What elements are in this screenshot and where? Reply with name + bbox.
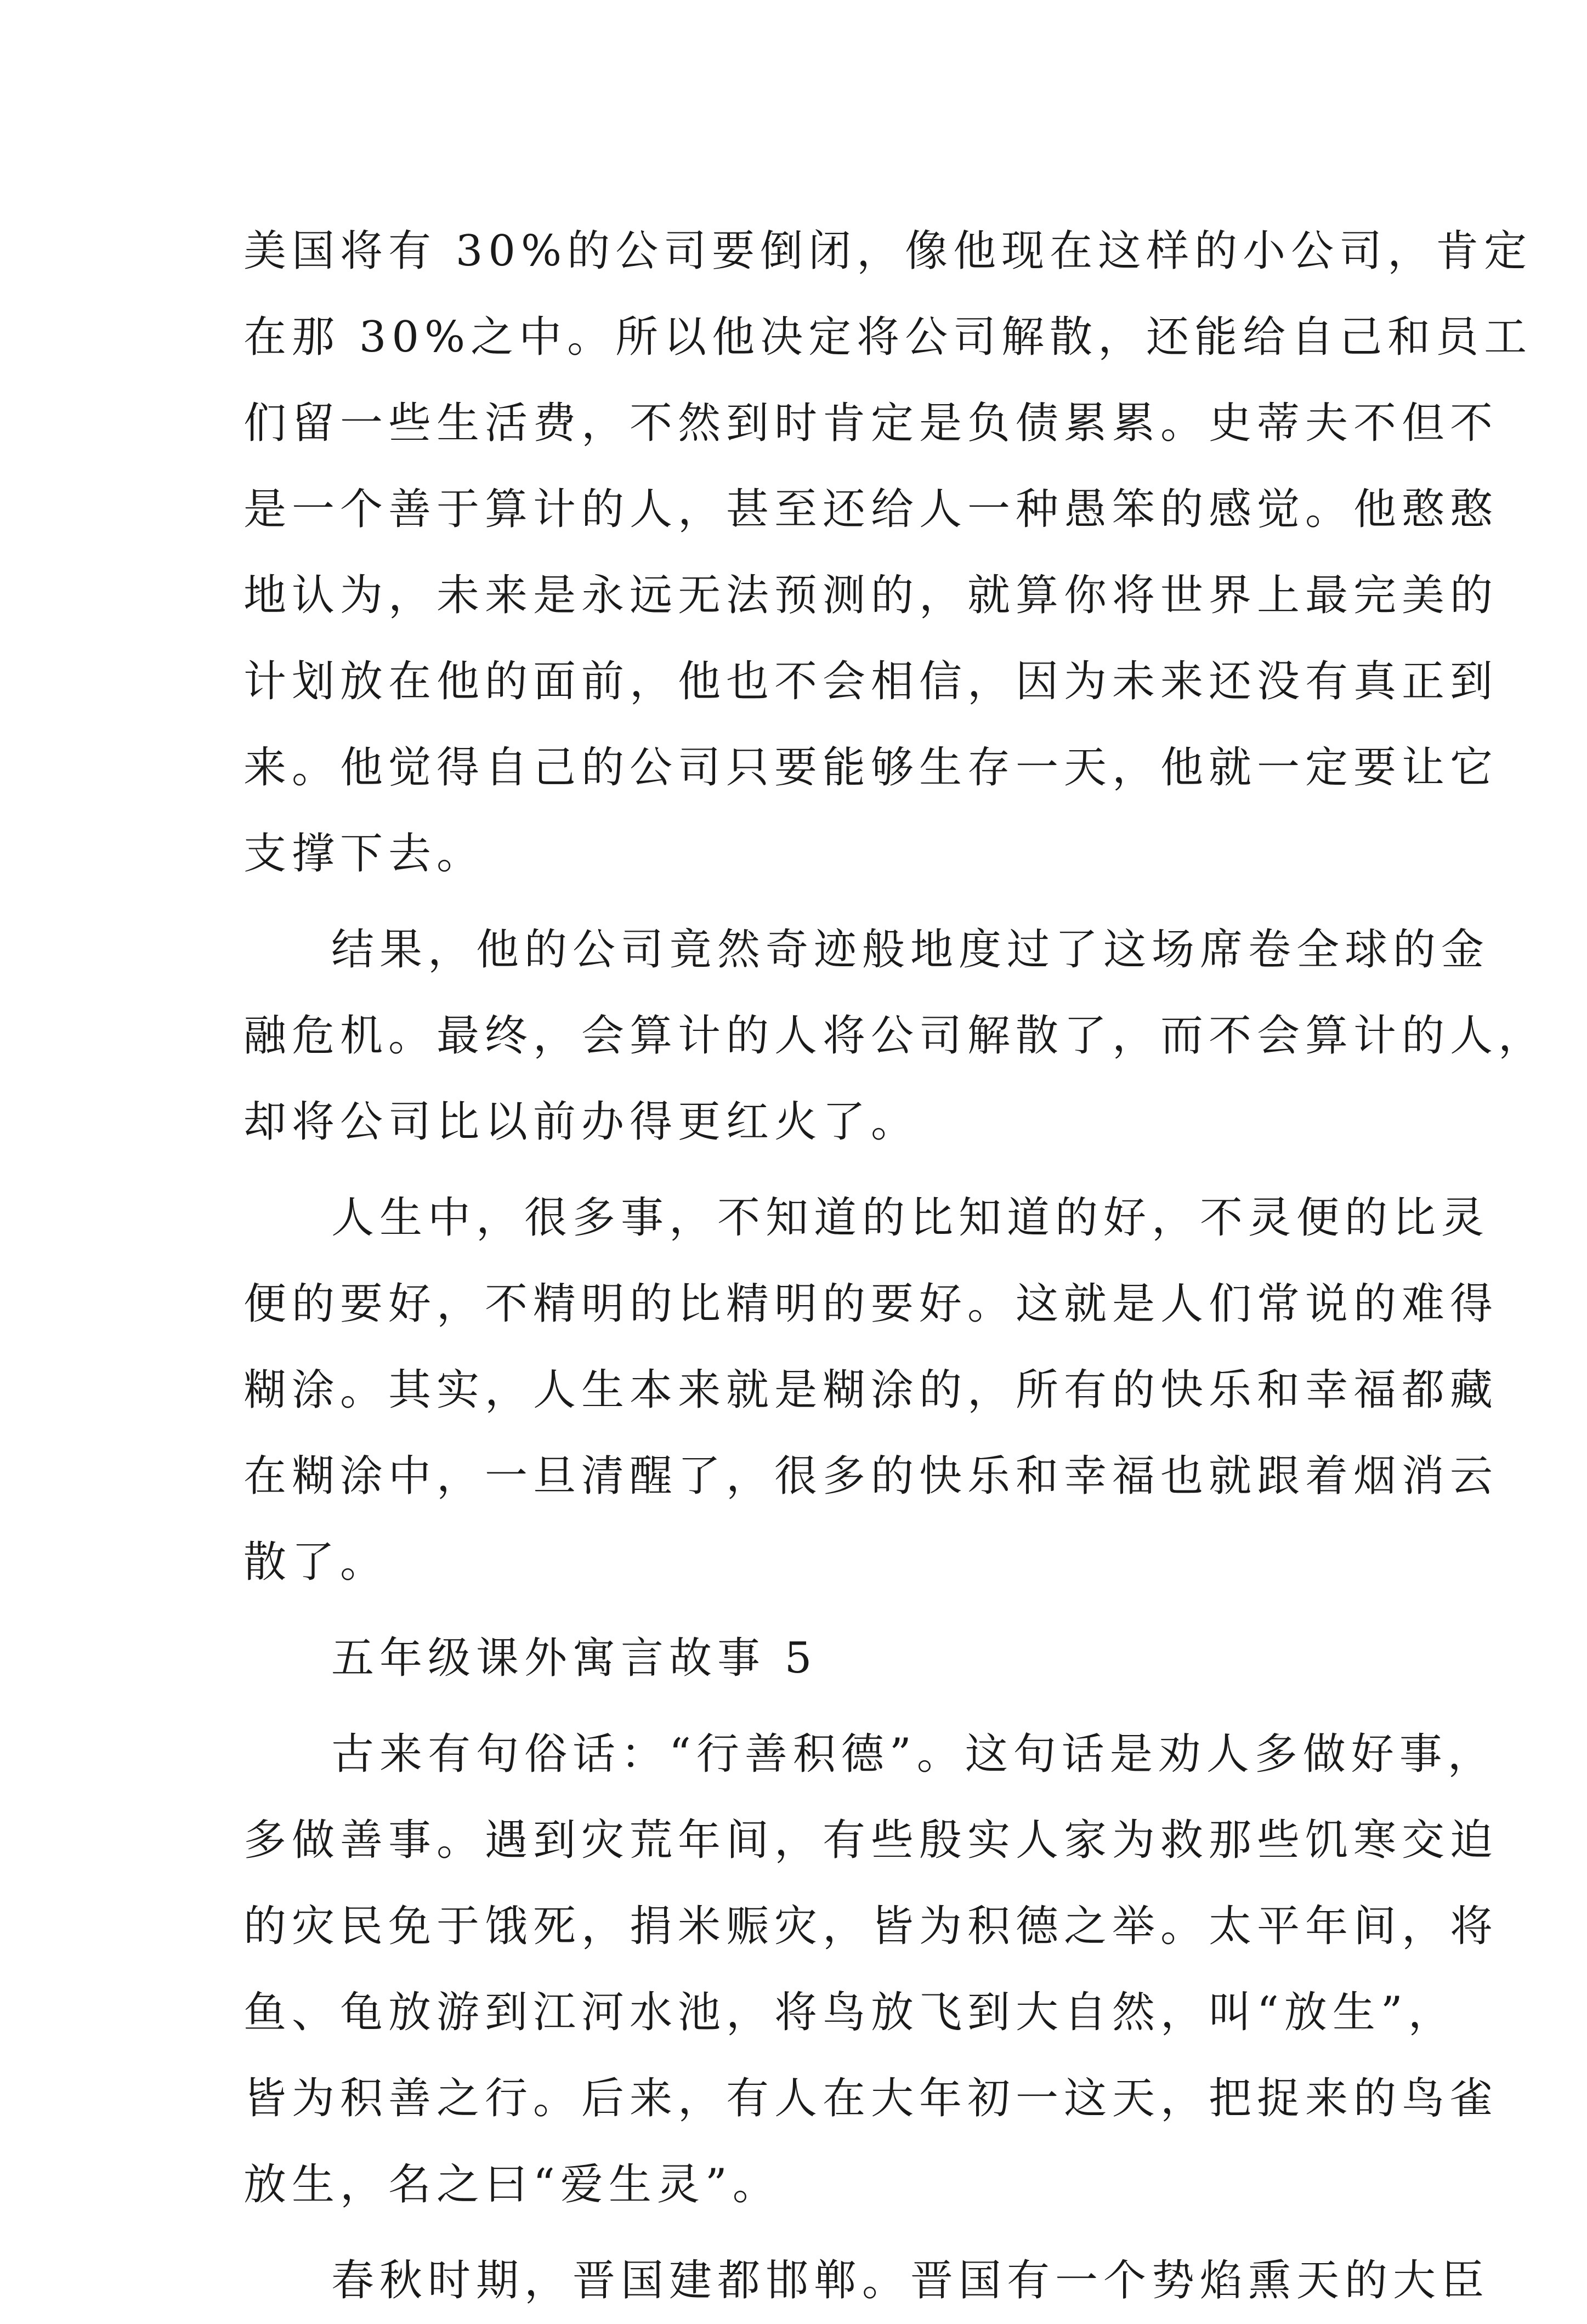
paragraph-line: 结果，他的公司竟然奇迹般地度过了这场席卷全球的金 <box>331 925 1490 974</box>
paragraph-line: 古来有句俗话：“行善积德”。这句话是劝人多做好事， <box>331 1730 1496 1779</box>
section-heading: 五年级课外寓言故事 5 <box>331 1634 818 1683</box>
paragraph-line: 在那 30%之中。所以他决定将公司解散，还能给自己和员工 <box>243 313 1533 362</box>
paragraph-line: 地认为，未来是永远无法预测的，就算你将世界上最完美的 <box>243 571 1499 620</box>
paragraph-line: 美国将有 30%的公司要倒闭，像他现在这样的小公司，肯定 <box>243 226 1533 276</box>
paragraph-line: 在糊涂中，一旦清醒了，很多的快乐和幸福也就跟着烟消云 <box>243 1452 1499 1501</box>
paragraph-line: 的灾民免于饿死，捐米赈灾，皆为积德之举。太平年间，将 <box>243 1902 1499 1951</box>
paragraph-line: 来。他觉得自己的公司只要能够生存一天，他就一定要让它 <box>243 743 1499 792</box>
paragraph-line: 春秋时期，晋国建都邯郸。晋国有一个势焰熏天的大臣 <box>331 2256 1490 2305</box>
paragraph-line: 计划放在他的面前，他也不会相信，因为未来还没有真正到 <box>243 657 1499 706</box>
paragraph-line: 是一个善于算计的人，甚至还给人一种愚笨的感觉。他憨憨 <box>243 485 1499 534</box>
paragraph-line: 皆为积善之行。后来，有人在大年初一这天，把捉来的鸟雀 <box>243 2074 1499 2123</box>
paragraph-line: 支撑下去。 <box>243 829 485 878</box>
document-body <box>243 208 1547 2324</box>
paragraph-line: 便的要好，不精明的比精明的要好。这就是人们常说的难得 <box>243 1279 1499 1329</box>
paragraph-line: 散了。 <box>243 1538 389 1587</box>
paragraph-line: 人生中，很多事，不知道的比知道的好，不灵便的比灵 <box>331 1193 1490 1243</box>
paragraph-line: 多做善事。遇到灾荒年间，有些殷实人家为救那些饥寒交迫 <box>243 1816 1499 1865</box>
paragraph-line: 鱼、龟放游到江河水池，将鸟放飞到大自然，叫“放生”， <box>243 1988 1456 2037</box>
paragraph-line: 糊涂。其实，人生本来就是糊涂的，所有的快乐和幸福都藏 <box>243 1365 1499 1415</box>
paragraph-line: 放生，名之曰“爱生灵”。 <box>243 2160 781 2209</box>
paragraph-line: 融危机。最终，会算计的人将公司解散了，而不会算计的人， <box>243 1011 1547 1061</box>
paragraph-line: 们留一些生活费，不然到时肯定是负债累累。史蒂夫不但不 <box>243 399 1499 448</box>
paragraph-line: 却将公司比以前办得更红火了。 <box>243 1097 920 1147</box>
